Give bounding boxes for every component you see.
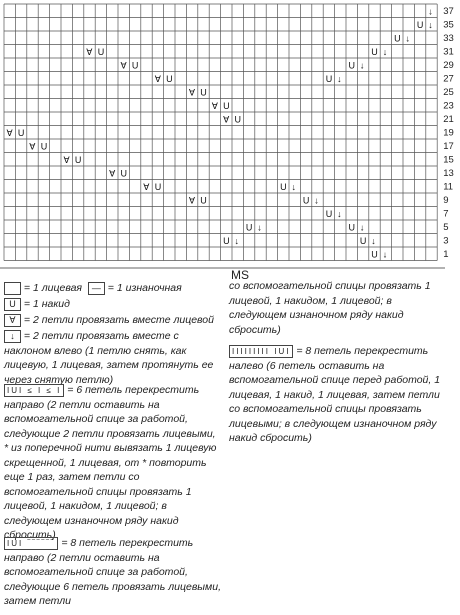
row-number: 35 — [443, 19, 454, 31]
yo-mark: U — [325, 209, 333, 219]
row-number: 37 — [443, 6, 454, 17]
k2tog-mark: ∀ — [223, 114, 230, 125]
row-number: 1 — [443, 249, 449, 260]
yo-mark: U — [40, 141, 48, 152]
skpo-mark: ↓ — [371, 236, 376, 246]
skpo-mark: ↓ — [359, 222, 365, 233]
yo-mark: U — [302, 195, 310, 206]
yo-mark: U — [234, 114, 241, 125]
skpo-mark: ↓ — [382, 47, 388, 57]
legend-k2tog — [4, 313, 229, 328]
row-number: 3 — [443, 235, 449, 247]
k2tog-mark: ∀ — [120, 60, 127, 71]
yo-mark: U — [223, 236, 230, 246]
yo-mark: U — [371, 249, 378, 260]
skpo-mark: ↓ — [428, 6, 433, 17]
legend-cross8-right-cont — [229, 279, 451, 337]
legend-purl-text: = 1 изнаночная — [107, 282, 182, 294]
yo-mark: U — [394, 33, 401, 44]
legend-knit-text: = 1 лицевая — [23, 282, 83, 294]
yo-mark: U — [371, 47, 378, 57]
row-number: 17 — [443, 141, 454, 152]
k2tog-mark: ∀ — [6, 128, 13, 138]
skpo-mark: ↓ — [314, 195, 319, 206]
yo-mark: U — [416, 20, 424, 30]
skpo-mark: ↓ — [257, 222, 262, 233]
row-number: 15 — [443, 154, 454, 166]
yo-mark: U — [120, 168, 127, 179]
yo-mark: U — [154, 182, 162, 192]
legend-cross6 — [4, 383, 222, 543]
row-number: 23 — [443, 100, 454, 112]
row-number: 13 — [443, 168, 454, 179]
ms-label: MS — [231, 268, 249, 282]
row-number: 5 — [443, 222, 449, 233]
yo-mark: U — [359, 236, 367, 246]
k2tog-mark: ∀ — [154, 74, 161, 84]
yo-mark: U — [131, 60, 139, 71]
row-number: 11 — [443, 181, 454, 193]
legend-k2tog-text: = 2 петли провязать вместе лицевой — [23, 314, 214, 326]
row-number: 29 — [443, 60, 454, 71]
k2tog-symbol: ∀ — [4, 314, 21, 327]
skpo-mark: ↓ — [359, 60, 365, 71]
cross6-symbol: IUI ≤ I ≤ I — [4, 384, 64, 397]
k2tog-mark: ∀ — [109, 168, 116, 179]
legend-yo — [4, 297, 224, 312]
yo-mark: U — [200, 87, 207, 98]
skpo-mark: ↓ — [337, 209, 342, 219]
yo-mark: U — [348, 60, 355, 71]
yo-mark: U — [17, 128, 25, 138]
legend-yo-text: = 1 накид — [23, 298, 70, 310]
row-number: 9 — [443, 195, 449, 206]
legend-knit — [4, 281, 224, 296]
k2tog-mark: ∀ — [29, 141, 36, 152]
knit-symbol — [4, 282, 21, 295]
yo-mark: U — [348, 222, 355, 233]
yo-symbol: U — [4, 298, 21, 311]
legend-cross8-right — [4, 536, 222, 609]
knitting-chart — [0, 0, 460, 275]
yo-mark: U — [166, 74, 173, 84]
skpo-symbol: ↓ — [4, 330, 21, 343]
yo-mark: U — [200, 195, 207, 206]
skpo-mark: ↓ — [405, 33, 410, 44]
skpo-mark: ↓ — [337, 74, 342, 84]
row-number: 21 — [443, 114, 454, 125]
skpo-mark: ↓ — [382, 249, 388, 260]
legend-cross6-text: = 6 петель перекрестить направо (2 петли оставить на вспомогательной спице за работой, следующие 2 петли провязать лицевыми, * из поперечной нити вывязать 1 лицевую скрещенной, 1 лицевая, от * повторить еще 1 раз, затем петли со вспомогательной спицы провязать 1 лицевой, 1 накидом, 1 лицевой; в следующем изнаночном ряду накид сбросить) — [4, 384, 217, 541]
yo-mark: U — [245, 222, 253, 233]
skpo-mark: ↓ — [234, 236, 239, 246]
yo-mark: U — [74, 155, 82, 165]
row-number: 33 — [443, 33, 454, 44]
k2tog-mark: ∀ — [188, 87, 196, 98]
k2tog-mark: ∀ — [86, 47, 93, 57]
row-number: 7 — [443, 208, 449, 220]
yo-mark: U — [280, 182, 287, 192]
k2tog-mark: ∀ — [63, 155, 70, 165]
row-number: 27 — [443, 73, 454, 85]
legend-skpo — [4, 329, 222, 387]
yo-mark: U — [325, 74, 333, 84]
row-number: 25 — [443, 87, 454, 98]
k2tog-mark: ∀ — [211, 101, 218, 111]
row-number-column — [443, 6, 454, 260]
yo-mark: U — [97, 47, 105, 57]
cross8-right-symbol: IUI ‾‾‾‾‾‾ — [4, 537, 58, 550]
legend-cross8-left — [229, 344, 451, 446]
legend-cross8-left-text: = 8 петель перекрестить налево (6 петель оставить на вспомогательной спице перед работой, 1 лицевая, 1 накид, 1 лицевая, затем петли со вспомогательной спицы провязать лицевыми; в следующем изнаночном ряду накид сбросить) — [229, 345, 441, 444]
skpo-mark: ↓ — [428, 20, 433, 30]
row-number: 31 — [443, 46, 454, 58]
k2tog-mark: ∀ — [188, 195, 196, 206]
legend-cross8-right-text-cont: со вспомогательной спицы провязать 1 лицевой, 1 накидом, 1 лицевой; в следующем изнаночном ряду накид сбросить) — [229, 280, 431, 336]
purl-symbol: — — [88, 282, 105, 295]
row-number: 19 — [443, 127, 454, 139]
yo-mark: U — [223, 101, 230, 111]
k2tog-mark: ∀ — [143, 182, 150, 192]
legend-cross8-right-text: = 8 петель перекрестить направо (2 петли оставить на вспомогательной спице за работой, следующие 6 петель провязать лицевыми, затем петли — [4, 537, 221, 607]
cross8-left-symbol: IIIIIIIII IUI — [229, 345, 293, 358]
legend-skpo-text: = 2 петли провязать вместе с наклоном влево (1 петлю снять, как лицевую, 1 лицевая, затем протянуть ее через снятую петлю) — [4, 330, 214, 386]
chart-grid — [0, 4, 445, 268]
skpo-mark: ↓ — [291, 182, 296, 192]
